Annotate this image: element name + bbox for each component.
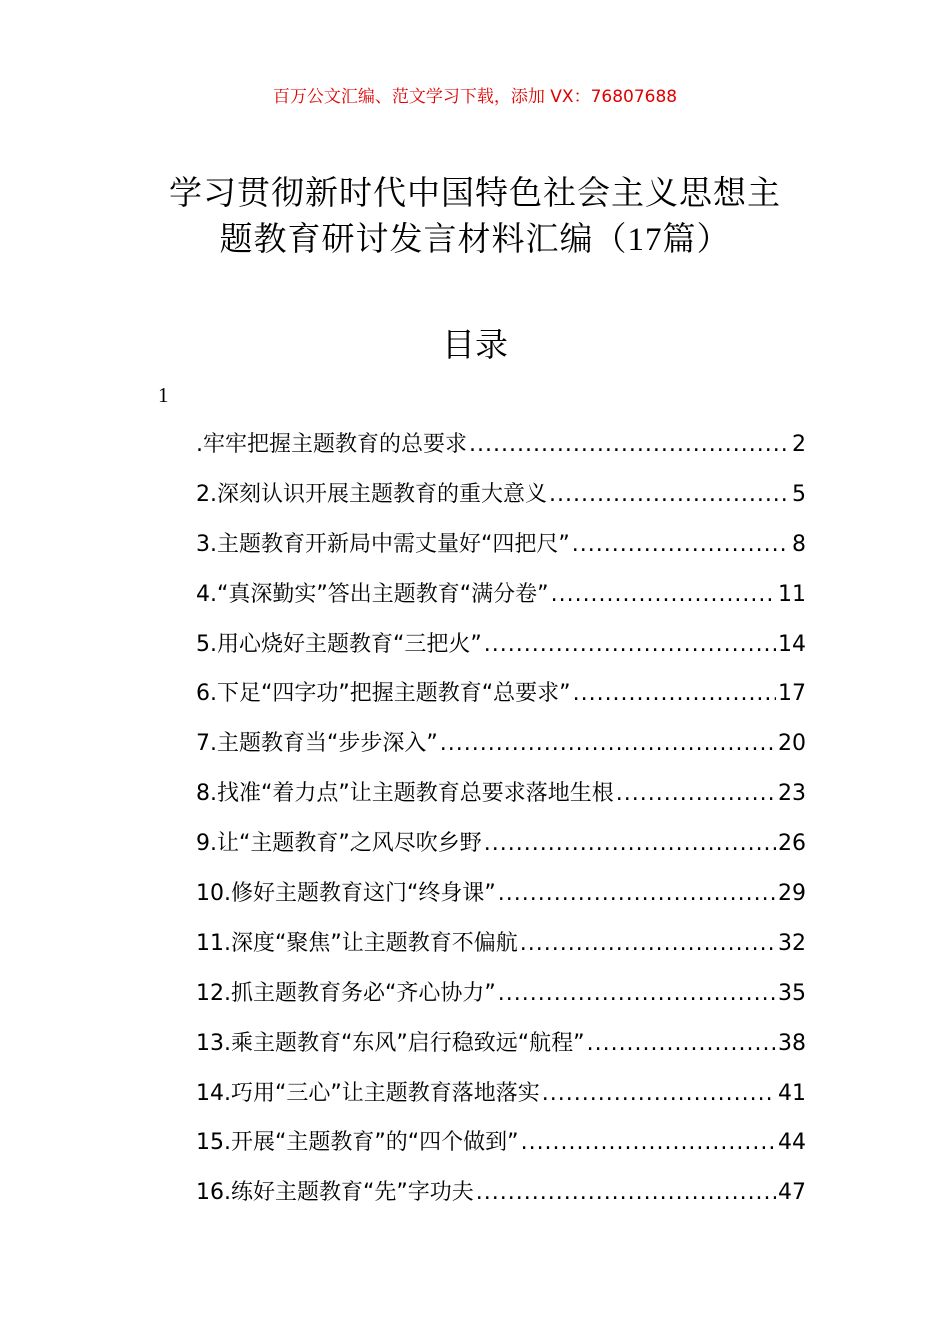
toc-entry[interactable] bbox=[196, 921, 806, 971]
toc-entry-title: 9.让“主题教育”之风尽吹乡野 bbox=[196, 831, 482, 857]
toc-entry-page: 26 bbox=[778, 831, 806, 857]
toc-entry[interactable] bbox=[196, 1120, 806, 1170]
toc-entry-title: 13.乘主题教育“东风”启行稳致远“航程” bbox=[196, 1030, 585, 1056]
title-line-2-suffix: 篇） bbox=[662, 219, 731, 258]
toc-dot-leader bbox=[498, 871, 776, 917]
toc-entry-title: 11.深度“聚焦”让主题教育不偏航 bbox=[196, 930, 518, 956]
title-count: 17 bbox=[627, 222, 663, 258]
toc-entry-title: 7.主题教育当“步步深入” bbox=[196, 731, 438, 757]
toc-entry[interactable] bbox=[196, 472, 806, 522]
toc-dot-leader bbox=[440, 721, 776, 767]
toc-entry-title: 5.用心烧好主题教育“三把火” bbox=[196, 631, 482, 657]
toc-entry-title: .牢牢把握主题教育的总要求 bbox=[196, 432, 467, 457]
toc-entry[interactable] bbox=[196, 671, 806, 721]
toc-entry-title: 2.深刻认识开展主题教育的重大意义 bbox=[196, 481, 547, 507]
toc-entry-page: 41 bbox=[778, 1080, 806, 1106]
toc-entry[interactable] bbox=[196, 971, 806, 1021]
toc-entry[interactable] bbox=[196, 622, 806, 672]
toc-entry[interactable] bbox=[196, 522, 806, 572]
toc-dot-leader bbox=[520, 921, 776, 967]
toc-entry[interactable] bbox=[196, 1021, 806, 1071]
toc-dot-leader bbox=[476, 1170, 776, 1216]
toc-entry-title: 14.巧用“三心”让主题教育落地落实 bbox=[196, 1080, 540, 1106]
toc-entry-page: 20 bbox=[778, 731, 806, 757]
toc-entry-title: 6.下足“四字功”把握主题教育“总要求” bbox=[196, 681, 571, 707]
toc-entry-page: 14 bbox=[778, 631, 806, 657]
toc-dot-leader bbox=[521, 1120, 776, 1166]
toc-dot-leader bbox=[616, 771, 776, 817]
toc-entry-page: 29 bbox=[778, 881, 806, 907]
toc-entry[interactable] bbox=[196, 871, 806, 921]
toc-heading: 目录 bbox=[442, 325, 508, 364]
toc-entry-page: 23 bbox=[778, 781, 806, 807]
toc-entry-page: 8 bbox=[792, 531, 806, 557]
title-line-2-prefix: 题教育研讨发言材料汇编（ bbox=[219, 219, 628, 258]
toc-entry-title: 12.抓主题教育务必“齐心协力” bbox=[196, 980, 496, 1006]
toc-entry[interactable] bbox=[196, 572, 806, 622]
toc-entry-title: 15.开展“主题教育”的“四个做到” bbox=[196, 1130, 519, 1156]
toc-entry-page: 35 bbox=[778, 980, 806, 1006]
toc-entry-page: 11 bbox=[778, 581, 806, 607]
toc-entry[interactable] bbox=[196, 1071, 806, 1121]
toc-dot-leader bbox=[484, 622, 776, 668]
toc-entry-page: 32 bbox=[778, 930, 806, 956]
toc-dot-leader bbox=[572, 522, 790, 568]
toc-entry[interactable] bbox=[196, 821, 806, 871]
toc-entry-title: 8.找准“着力点”让主题教育总要求落地生根 bbox=[196, 781, 614, 807]
toc-dot-leader bbox=[551, 572, 776, 618]
toc-entry-title: 3.主题教育开新局中需丈量好“四把尺” bbox=[196, 531, 570, 557]
toc-entry-page: 47 bbox=[778, 1180, 806, 1206]
toc-entry-page: 38 bbox=[778, 1030, 806, 1056]
toc-entry-page: 5 bbox=[792, 481, 806, 507]
toc-dot-leader bbox=[587, 1021, 776, 1067]
toc-dot-leader bbox=[549, 472, 790, 518]
title-line-2 bbox=[120, 216, 830, 263]
toc-dot-leader bbox=[469, 422, 790, 468]
header-note: 百万公文汇编、范文学习下载，添加 VX：76807688 bbox=[272, 87, 678, 107]
toc-entry-page: 17 bbox=[778, 681, 806, 707]
toc-dot-leader bbox=[542, 1071, 776, 1117]
toc-entry-page: 2 bbox=[792, 432, 806, 457]
toc-entry-title: 16.练好主题教育“先”字功夫 bbox=[196, 1180, 474, 1206]
toc-dot-leader bbox=[484, 821, 776, 867]
title-line-1: 学习贯彻新时代中国特色社会主义思想主 bbox=[169, 173, 781, 212]
toc-entry[interactable] bbox=[196, 1170, 806, 1220]
toc-dot-leader bbox=[573, 671, 776, 717]
toc-dot-leader bbox=[498, 971, 776, 1017]
toc-entry[interactable] bbox=[196, 721, 806, 771]
toc-entry-title: 4.“真深勤实”答出主题教育“满分卷” bbox=[196, 581, 549, 607]
stray-number: 1 bbox=[158, 383, 169, 407]
document-title bbox=[120, 170, 830, 263]
toc-entry-page: 44 bbox=[778, 1130, 806, 1156]
table-of-contents bbox=[196, 422, 806, 1220]
toc-entry[interactable] bbox=[196, 422, 806, 472]
toc-entry[interactable] bbox=[196, 771, 806, 821]
toc-entry-title: 10.修好主题教育这门“终身课” bbox=[196, 881, 496, 907]
